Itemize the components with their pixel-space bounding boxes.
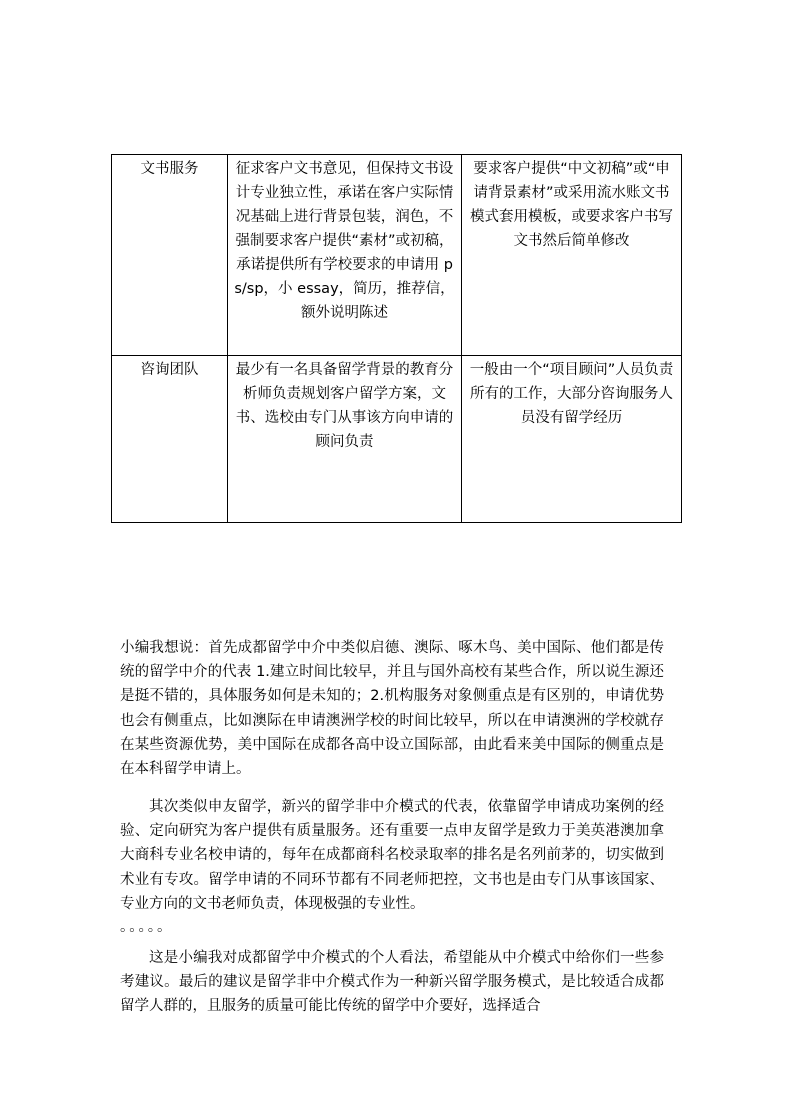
cell-traditional-document-service: 要求客户提供“中文初稿”或“申请背景素材”或采用流水账文书模式套用模板，或要求客户书写文书然后简单修改 — [462, 155, 682, 356]
row-label-consulting-team: 咨询团队 — [112, 356, 228, 523]
paragraph-conclusion: 这是小编我对成都留学中介模式的个人看法，希望能从中介模式中给你们一些参考建议。最后的建议是留学非中介模式作为一种新兴留学服务模式，是比较适合成都留学人群的，且服务的质量可能比传统的留学中介要好，选择适合 — [120, 950, 664, 1015]
table-row — [112, 155, 682, 356]
comparison-table — [111, 154, 682, 523]
table-row — [112, 356, 682, 523]
ellipsis-dots: 。。。。。 — [120, 919, 174, 935]
cell-nonagency-consulting-team: 最少有一名具备留学背景的教育分析师负责规划客户留学方案，文书、选校由专门从事该方向申请的顾问负责 — [228, 356, 462, 523]
paragraph-editor-opinion: 小编我想说：首先成都留学中介中类似启德、澳际、啄木鸟、美中国际、他们都是传统的留学中介的代表 1.建立时间比较早，并且与国外高校有某些合作，所以说生源还是挺不错的，具体服务如何是未知的；2.机构服务对象侧重点是有区别的，申请优势也会有侧重点，比如澳际在申请澳洲学校的时间比较早，所以在申请澳洲的学校就存在某些资源优势，美中国际在成都各高中设立国际部，由此看来美中国际的侧重点是在本科留学申请上。 — [120, 640, 664, 778]
paragraph-shenyou: 其次类似申友留学，新兴的留学非中介模式的代表，依靠留学申请成功案例的经验、定向研究为客户提供有质量服务。还有重要一点申友留学是致力于美英港澳加拿大商科专业名校申请的，每年在成都商科名校录取率的排名是名列前茅的，切实做到术业有专攻。留学申请的不同环节都有不同老师把控，文书也是由专门从事该国家、专业方向的文书老师负责，体现极强的专业性。 — [120, 799, 664, 912]
cell-nonagency-document-service: 征求客户文书意见，但保持文书设计专业独立性，承诺在客户实际情况基础上进行背景包装，润色，不强制要求客户提供“素材”或初稿，承诺提供所有学校要求的申请用 ps/sp，小 essay，简历，推荐信，额外说明陈述 — [228, 155, 462, 356]
row-label-document-service: 文书服务 — [112, 155, 228, 356]
cell-traditional-consulting-team: 一般由一个“项目顾问”人员负责所有的工作，大部分咨询服务人员没有留学经历 — [462, 356, 682, 523]
